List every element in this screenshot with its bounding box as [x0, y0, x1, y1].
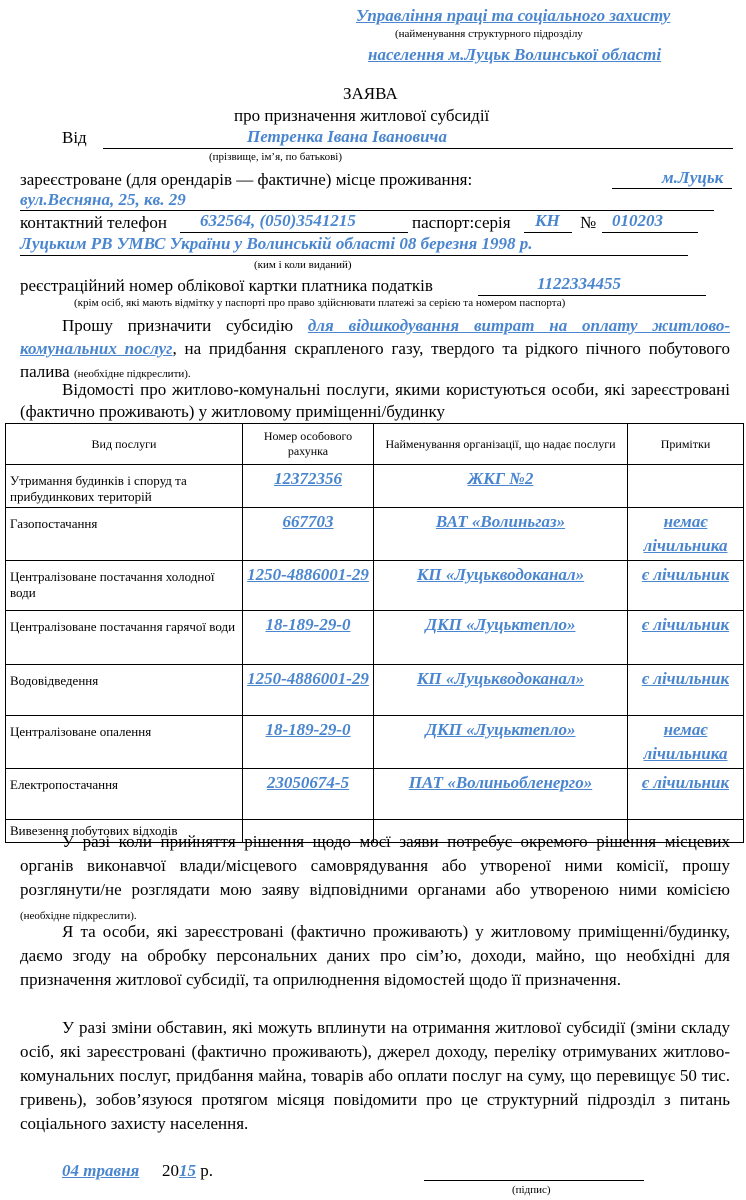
tax-label: реєстраційний номер облікової картки платника податків [20, 276, 433, 295]
issued-line [20, 255, 688, 256]
services-intro [20, 379, 730, 423]
passport-number: 010203 [612, 211, 663, 230]
request-note: (необхідне підкреслити). [73, 368, 191, 380]
cell-service: Централізоване постачання холодної води [6, 561, 243, 611]
name-caption: (прізвище, ім’я, по батькові) [209, 151, 342, 163]
organization-value: ЖКГ №2 [467, 469, 534, 488]
residence-street: вул.Весняна, 25, кв. 29 [20, 190, 186, 209]
header-organization: Найменування організації, що надає послуги [374, 424, 628, 465]
name-line [103, 148, 733, 149]
tax-number: 1122334455 [537, 274, 622, 293]
note-value: є лічильник [641, 615, 730, 634]
applicant-name: Петренка Івана Івановича [247, 127, 447, 146]
request-choice: для відшкодування витрат на оплату житлово-комунальних послуг [20, 316, 730, 358]
cell-service: Електропостачання [6, 769, 243, 820]
account-value: 1250-4886001-29 [247, 669, 369, 688]
tax-caption: (крім осіб, які мають відмітку у паспорті про право здійснювати платежі за серією та номером паспорта) [74, 297, 566, 309]
paragraph-commission-note: (необхідне підкреслити). [20, 910, 137, 922]
cell-service: Водовідведення [6, 665, 243, 716]
table-header-row [6, 424, 744, 465]
table-row [6, 508, 744, 561]
table-row [6, 716, 744, 769]
account-value: 18-189-29-0 [265, 720, 351, 739]
cell-organization [374, 611, 628, 665]
organization-value: КП «Луцькводоканал» [416, 565, 585, 584]
year-unit: р. [200, 1161, 213, 1180]
account-value: 23050674-5 [266, 773, 350, 792]
passport-series: КН [535, 211, 560, 230]
table-row [6, 665, 744, 716]
table-row [6, 465, 744, 508]
note-value: є лічильник [641, 565, 730, 584]
cell-note [628, 561, 744, 611]
residence-label: зареєстроване (для орендарів — фактичне) місце проживання: [20, 170, 473, 189]
organization-value: ВАТ «Волиньгаз» [435, 512, 566, 531]
cell-account [243, 665, 374, 716]
signature-line [424, 1180, 644, 1181]
tax-line [478, 295, 706, 296]
organization-value: КП «Луцькводоканал» [416, 669, 585, 688]
note-value: є лічильник [641, 669, 730, 688]
cell-note [628, 769, 744, 820]
street-line [20, 210, 714, 211]
paragraph-consent [20, 920, 730, 992]
document-title: ЗАЯВА [343, 84, 398, 103]
account-value: 1250-4886001-29 [247, 565, 369, 584]
request-rest: , на придбання скрапленого газу, твердого та рідкого пічного побутового палива [20, 339, 730, 381]
cell-organization [374, 561, 628, 611]
series-line [524, 232, 572, 233]
cell-note [628, 665, 744, 716]
department-caption: (найменування структурного підрозділу [395, 28, 583, 40]
note-value: є лічильник [641, 773, 730, 792]
services-intro-text: Відомості про житлово-комунальні послуги, якими користуються особи, які зареєстровані (фактично проживають) у житловому приміщенні/будинку [20, 380, 730, 421]
cell-note [628, 716, 744, 769]
paragraph-consent-text: Я та особи, які зареєстровані (фактично проживають) у житловому приміщенні/будинку, даємо згоду на обробку персональних даних про сім’ю, доходи, майно, що необхідні для призначення житлової субсидії, та оприлюднення відомостей щодо її призначення. [20, 922, 730, 989]
organization-value: ПАТ «Волиньобленерго» [408, 773, 593, 792]
passport-number-label: № [580, 213, 597, 232]
paragraph-obligation [20, 1016, 730, 1136]
passport-issued-by: Луцьким РВ УМВС України у Волинській області 08 березня 1998 р. [20, 234, 533, 253]
table-row [6, 611, 744, 665]
organization-value: ДКП «Луцьктепло» [425, 720, 576, 739]
account-value: 667703 [282, 512, 334, 531]
request-intro: Прошу призначити субсидію [62, 316, 294, 335]
note-value: немає лічильника [643, 512, 728, 555]
cell-service: Утримання будинків і споруд та прибудинкових територій [6, 465, 243, 508]
paragraph-commission [20, 830, 730, 928]
passport-series-label: паспорт:серія [412, 213, 511, 232]
cell-account [243, 769, 374, 820]
cell-service: Вивезення побутових відходів [6, 820, 243, 843]
cell-note [628, 508, 744, 561]
paragraph-commission-text: У разі коли прийняття рішення щодо моєї заяви потребує окремого рішення місцевих органів виконавчої влади/місцевого самоврядування або утвореної ними комісії, прошу розглянути/не розглядати мою заяву відповідними органами або утвореною ними комісією [20, 832, 730, 899]
organization-value: ДКП «Луцьктепло» [425, 615, 576, 634]
residence-city: м.Луцьк [662, 168, 724, 187]
from-label: Від [62, 128, 87, 147]
cell-organization [374, 465, 628, 508]
header-service: Вид послуги [6, 424, 243, 465]
year-field [162, 1161, 213, 1181]
request-paragraph [20, 314, 730, 386]
cell-organization [374, 665, 628, 716]
year-prefix: 20 [162, 1161, 179, 1180]
phone-label: контактний телефон [20, 213, 168, 232]
cell-note [628, 465, 744, 508]
paragraph-obligation-text: У разі зміни обставин, які можуть вплинути на отримання житлової субсидії (зміни складу осіб, які зареєстровані (фактично проживають), джерел доходу, переліку отримуваних житлово-комунальних послуг, придбання майна, товарів або оплати послуг на суму, що перевищує 50 тис. гривень), зобов’язуюся протягом місяця повідомити про це структурний підрозділ з питань соціального захисту населення. [20, 1018, 730, 1133]
cell-account [243, 611, 374, 665]
services-table [5, 423, 744, 843]
cell-account [243, 508, 374, 561]
signature-caption: (підпис) [512, 1184, 551, 1196]
cell-organization [374, 508, 628, 561]
cell-service: Централізоване постачання гарячої води [6, 611, 243, 665]
cell-account [243, 716, 374, 769]
number-line [602, 232, 698, 233]
issued-caption: (ким і коли виданий) [254, 259, 352, 271]
city-line [612, 188, 732, 189]
table-row [6, 769, 744, 820]
document-subtitle: про призначення житлової субсидії [234, 106, 490, 125]
population-name: населення м.Луцьк Волинської області [368, 45, 662, 64]
account-value: 18-189-29-0 [265, 615, 351, 634]
year-suffix: 15 [179, 1161, 196, 1180]
header-notes: Примітки [628, 424, 744, 465]
cell-account [243, 561, 374, 611]
header-account: Номер особового рахунка [243, 424, 374, 465]
account-value: 12372356 [274, 469, 342, 488]
cell-service: Газопостачання [6, 508, 243, 561]
note-value: немає лічильника [643, 720, 728, 763]
cell-account [243, 465, 374, 508]
phone-line [180, 232, 408, 233]
phone-value: 632564, (050)3541215 [200, 211, 356, 230]
cell-note [628, 611, 744, 665]
cell-service: Централізоване опалення [6, 716, 243, 769]
signature-date: 04 травня [62, 1161, 140, 1180]
table-row [6, 561, 744, 611]
cell-organization [374, 769, 628, 820]
cell-organization [374, 716, 628, 769]
department-name: Управління праці та соціального захисту [356, 6, 671, 25]
